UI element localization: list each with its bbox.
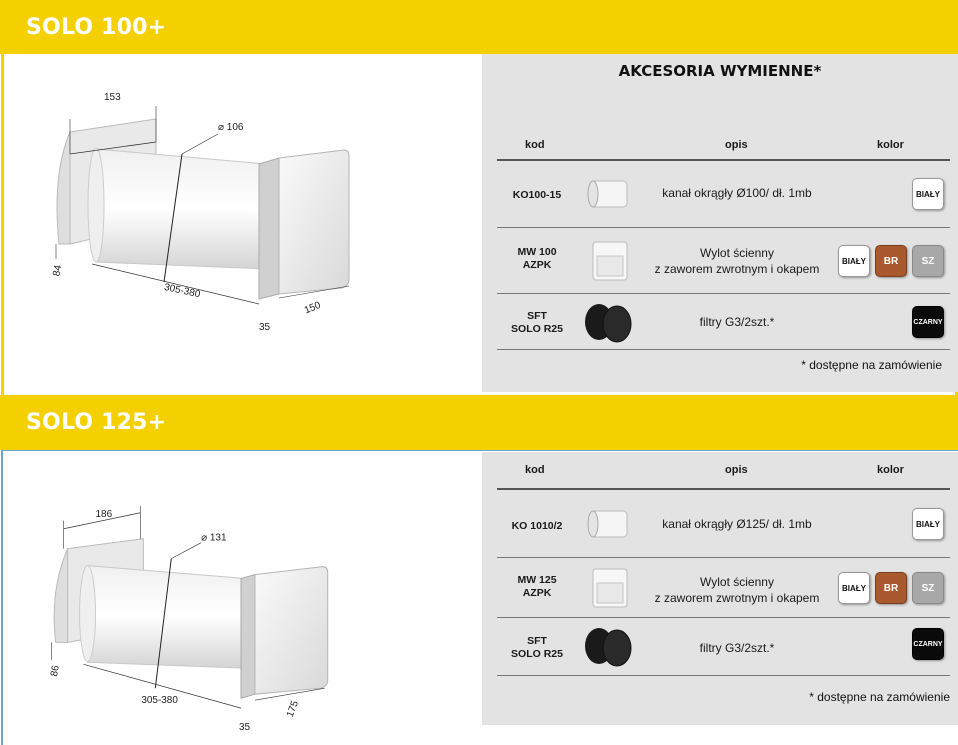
dim-gap: 35: [239, 722, 251, 734]
availability-note: * dostępne na zamówienie: [801, 358, 942, 372]
row-kod-line: AZPK: [522, 587, 552, 599]
row-kod: [497, 574, 577, 600]
row-opis: kanał okrągły Ø125/ dł. 1mb: [662, 517, 812, 531]
row-kod: KO 1010/2: [511, 520, 563, 532]
round-duct-image: [583, 499, 635, 549]
table-row: [497, 161, 950, 228]
table-header: [497, 458, 950, 490]
row-kod-line: SOLO R25: [511, 323, 563, 335]
dim-cover: 175: [284, 699, 301, 719]
accessories-title: AKCESORIA WYMIENNE*: [618, 62, 822, 80]
row-kod-line: SFT: [527, 310, 547, 322]
dim-length: 305-380: [162, 281, 202, 301]
color-swatch-black: CZARNY: [912, 628, 944, 660]
wall-outlet-image: [583, 236, 635, 286]
row-kolor: [912, 508, 944, 540]
section-header-solo-125: [0, 395, 958, 450]
row-opis: [637, 245, 837, 277]
dim-cover: 150: [302, 299, 323, 317]
accessories-table-solo-125: [497, 458, 950, 676]
row-kolor: [912, 628, 944, 660]
availability-note: * dostępne na zamówienie: [809, 690, 950, 704]
round-duct-image: [583, 169, 635, 219]
row-opis: [637, 574, 837, 606]
header-kolor: kolor: [877, 139, 904, 151]
accessories-table-solo-100: [497, 133, 950, 350]
row-kod-line: AZPK: [522, 259, 552, 271]
row-kod-line: MW 125: [517, 574, 557, 586]
color-swatch-white: BIAŁY: [912, 178, 944, 210]
row-kolor: [838, 245, 944, 277]
dim-width: 153: [104, 92, 121, 103]
dim-length: 305-380: [141, 695, 178, 707]
row-kod-line: SOLO R25: [511, 648, 563, 660]
header-kolor: kolor: [877, 464, 904, 476]
row-kod: [497, 635, 577, 661]
row-kod-line: MW 100: [517, 246, 557, 258]
color-swatch-brown: BR: [875, 245, 907, 277]
row-opis-line: Wylot ścienny: [700, 575, 774, 589]
color-swatch-black: CZARNY: [912, 306, 944, 338]
filters-image: [583, 298, 635, 348]
table-row: [497, 228, 950, 294]
row-kod-line: SFT: [527, 635, 547, 647]
section-header-solo-100: [0, 0, 958, 54]
row-opis: filtry G3/2szt.*: [699, 641, 775, 655]
row-opis: kanał okrągły Ø100/ dł. 1mb: [662, 186, 812, 200]
dim-width: 186: [95, 508, 113, 520]
row-kolor: [912, 306, 944, 338]
table-row: [497, 294, 950, 350]
row-kod: [497, 246, 577, 272]
table-row: [497, 490, 950, 558]
header-kod: kod: [525, 464, 545, 476]
header-opis: opis: [725, 139, 748, 151]
color-swatch-gray: SZ: [912, 245, 944, 277]
table-row: [497, 558, 950, 618]
row-kolor: [912, 178, 944, 210]
filters-image: [583, 622, 635, 672]
table-header: [497, 133, 950, 161]
dim-depth-front: 84: [51, 264, 65, 278]
row-opis-line: z zaworem zwrotnym i okapem: [654, 591, 820, 605]
color-swatch-brown: BR: [875, 572, 907, 604]
table-row: [497, 618, 950, 676]
row-kod: KO100-15: [512, 189, 562, 201]
dim-diameter: ⌀ 106: [218, 122, 244, 133]
header-opis: opis: [725, 464, 748, 476]
row-kolor: [838, 572, 944, 604]
header-kod: kod: [525, 139, 545, 151]
section-title: SOLO 100+: [26, 14, 167, 40]
dim-gap: 35: [259, 322, 271, 333]
row-opis-line: z zaworem zwrotnym i okapem: [654, 262, 820, 276]
section-title: SOLO 125+: [26, 410, 167, 435]
wall-outlet-image: [583, 563, 635, 613]
product-drawing-solo-100: [4, 54, 484, 395]
color-swatch-gray: SZ: [912, 572, 944, 604]
color-swatch-white: BIAŁY: [912, 508, 944, 540]
color-swatch-white: BIAŁY: [838, 245, 870, 277]
dim-depth-front: 86: [48, 664, 62, 678]
row-kod: [497, 310, 577, 336]
color-swatch-white: BIAŁY: [838, 572, 870, 604]
dim-diameter: ⌀ 131: [201, 532, 227, 544]
product-drawing-solo-125: [3, 451, 483, 745]
row-opis-line: Wylot ścienny: [700, 246, 774, 260]
row-opis: filtry G3/2szt.*: [699, 315, 775, 329]
